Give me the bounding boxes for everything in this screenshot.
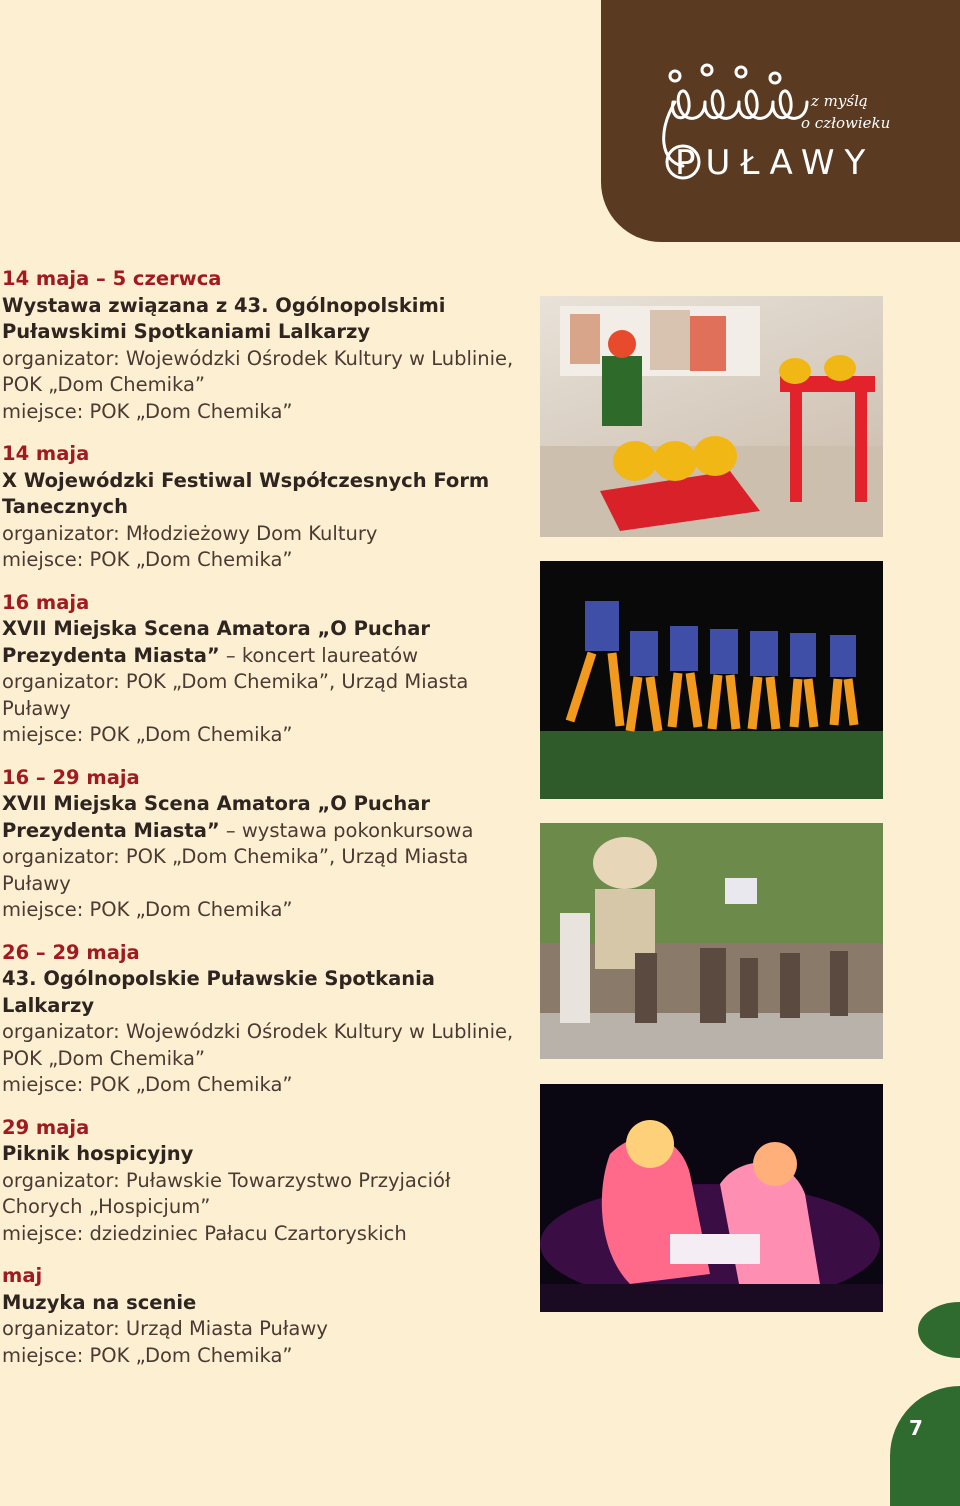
photo-dance-performance xyxy=(540,1084,883,1312)
event-organizer: organizator: POK „Dom Chemika”, Urząd Miasta Puławy xyxy=(2,845,469,895)
page-number-tab xyxy=(890,1386,960,1506)
event-title: 43. Ogólnopolskie Puławskie Spotkania Lalkarzy xyxy=(2,967,435,1017)
event-organizer: organizator: Urząd Miasta Puławy xyxy=(2,1317,328,1340)
event-organizer: organizator: Młodzieżowy Dom Kultury xyxy=(2,521,378,545)
event-date: 16 maja xyxy=(2,590,90,614)
logo-city: PUŁAWY xyxy=(675,143,876,183)
event-date: 14 maja xyxy=(2,442,90,465)
event-title: Wystawa związana z 43. Ogólnopolskimi Puławskimi Spotkaniami Lalkarzy xyxy=(2,293,446,343)
event-title: Muzyka na scenie xyxy=(2,1290,197,1314)
event-title: Piknik hospicyjny xyxy=(2,1142,194,1165)
event-venue: miejsce: POK „Dom Chemika” xyxy=(2,898,293,921)
event-venue: miejsce: POK „Dom Chemika” xyxy=(2,723,293,746)
event-item xyxy=(2,765,522,924)
event-venue: miejsce: POK „Dom Chemika” xyxy=(2,1073,293,1096)
event-organizer: organizator: Puławskie Towarzystwo Przyjaciół Chorych „Hospicjum” xyxy=(2,1168,451,1218)
event-date: 26 – 29 maja xyxy=(2,940,140,964)
event-title: X Wojewódzki Festiwal Współczesnych Form Tanecznych xyxy=(2,468,490,518)
decorative-circle xyxy=(918,1302,960,1358)
page-number: 7 xyxy=(909,1416,923,1440)
event-date: 29 maja xyxy=(2,1115,90,1139)
photo-puppet-exhibition xyxy=(540,296,883,537)
event-item xyxy=(2,940,522,1099)
event-organizer: organizator: Wojewódzki Ośrodek Kultury w Lublinie, POK „Dom Chemika” xyxy=(2,1020,514,1070)
event-venue: miejsce: POK „Dom Chemika” xyxy=(2,548,293,571)
logo-tagline-1: z myślą xyxy=(811,92,868,110)
photo-dancers-stage xyxy=(540,561,883,799)
event-item xyxy=(2,441,522,574)
event-title: XVII Miejska Scena Amatora „O Puchar Prezydenta Miasta” – koncert laureatów xyxy=(2,617,431,667)
event-venue: miejsce: POK „Dom Chemika” xyxy=(2,399,293,423)
event-title: XVII Miejska Scena Amatora „O Puchar Prezydenta Miasta” – wystawa pokonkursowa xyxy=(2,792,474,842)
logo-tagline-2: o człowieku xyxy=(801,114,891,132)
event-item xyxy=(2,590,522,749)
event-item xyxy=(2,266,522,425)
event-list xyxy=(2,266,522,1385)
event-item xyxy=(2,1263,522,1369)
event-organizer: organizator: Wojewódzki Ośrodek Kultury w Lublinie, POK „Dom Chemika” xyxy=(2,346,514,396)
pulawy-logo xyxy=(661,62,901,192)
photo-street-parade xyxy=(540,823,883,1059)
event-date: 14 maja – 5 czerwca xyxy=(2,267,222,290)
event-date: maj xyxy=(2,1264,43,1287)
event-venue: miejsce: dziedziniec Pałacu Czartoryskich xyxy=(2,1221,407,1245)
event-date: 16 – 29 maja xyxy=(2,765,140,789)
event-item xyxy=(2,1115,522,1248)
logo-block xyxy=(601,0,960,242)
event-venue: miejsce: POK „Dom Chemika” xyxy=(2,1343,293,1367)
event-organizer: organizator: POK „Dom Chemika”, Urząd Miasta Puławy xyxy=(2,670,469,720)
